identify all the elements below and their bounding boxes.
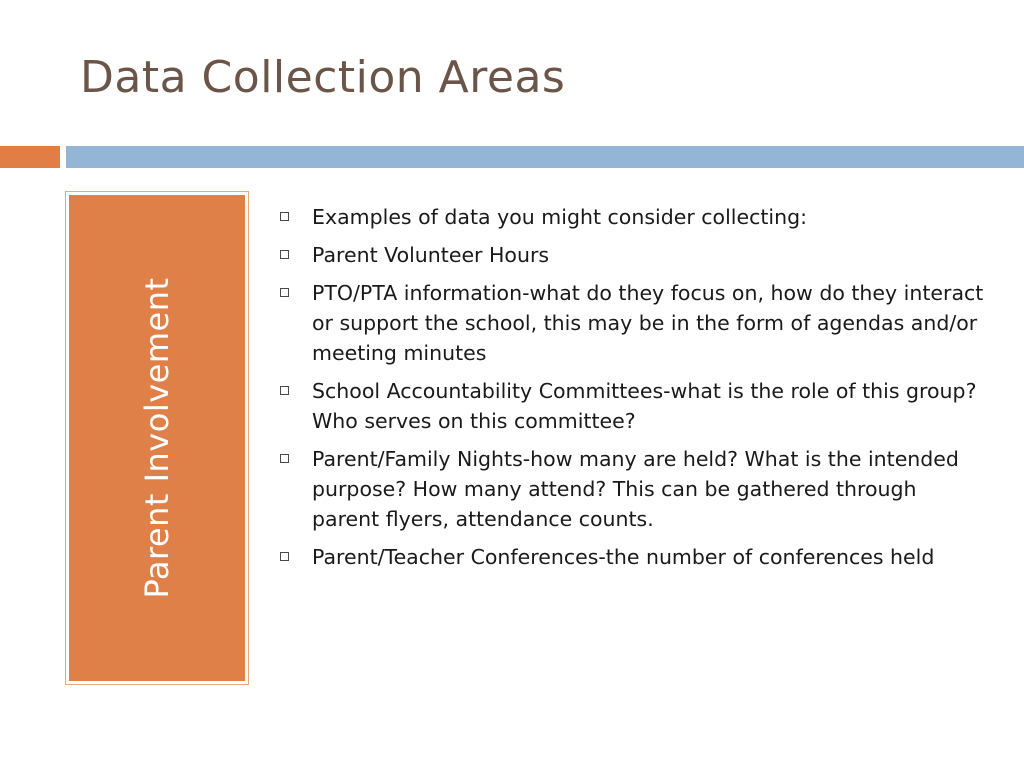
bullet-item — [276, 202, 986, 232]
bullet-item — [276, 542, 986, 572]
side-panel-label: Parent Involvement — [138, 277, 176, 599]
square-bullet-icon — [280, 552, 289, 561]
square-bullet-icon — [280, 250, 289, 259]
bullet-text: Parent Volunteer Hours — [312, 243, 550, 267]
bullet-item — [276, 444, 986, 534]
bullet-text: Parent/Teacher Conferences-the number of conferences held — [312, 545, 935, 569]
accent-bar-blue — [66, 146, 1024, 168]
bullet-text: Examples of data you might consider collecting: — [312, 205, 807, 229]
square-bullet-icon — [280, 386, 289, 395]
square-bullet-icon — [280, 212, 289, 221]
bullet-text: School Accountability Committees-what is the role of this group? Who serves on this committee? — [312, 379, 977, 433]
accent-bar-orange — [0, 146, 60, 168]
bullet-text: PTO/PTA information-what do they focus on, how do they interact or support the school, this may be in the form of agendas and/or meeting minutes — [312, 281, 984, 365]
bullet-list — [276, 202, 986, 580]
bullet-text: Parent/Family Nights-how many are held? What is the intended purpose? How many attend? This can be gathered through parent flyers, attendance counts. — [312, 447, 959, 531]
bullet-item — [276, 278, 986, 368]
slide-title: Data Collection Areas — [80, 52, 566, 103]
bullet-item — [276, 240, 986, 270]
bullet-item — [276, 376, 986, 436]
square-bullet-icon — [280, 454, 289, 463]
side-panel — [69, 195, 245, 681]
square-bullet-icon — [280, 288, 289, 297]
